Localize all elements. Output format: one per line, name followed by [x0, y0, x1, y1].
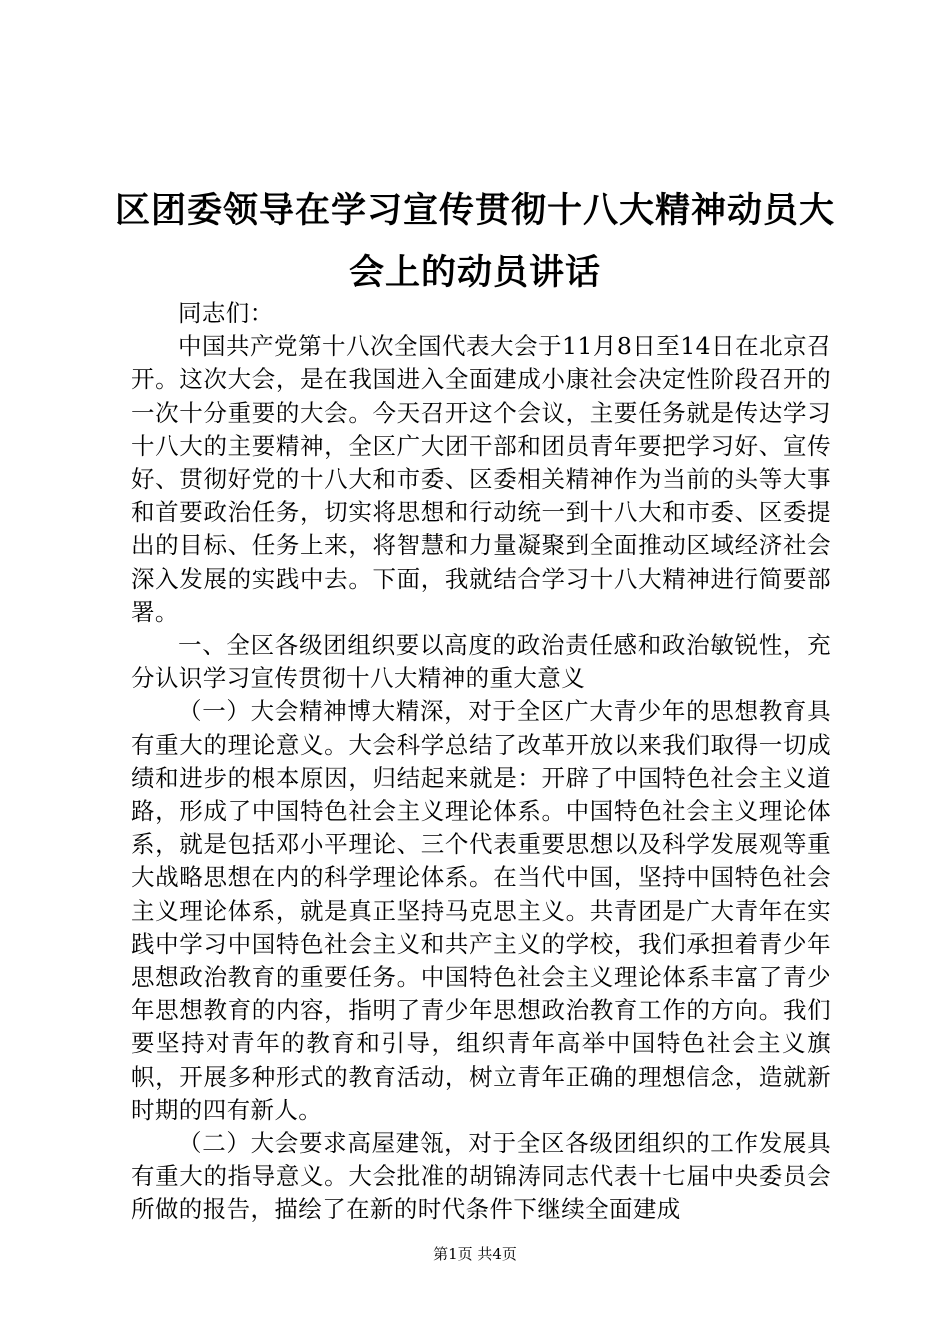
intro-paragraph: 中国共产党第十八次全国代表大会于11月8日至14日在北京召开。这次大会，是在我国进入全面建成小康社会决定性阶段召开的一次十分重要的大会。今天召开这个会议，主要任务就是传达学习十八大的主要精神，全区广大团干部和团员青年要把学习好、宣传好、贯彻好党的十八大和市委、区委相关精神作为当前的头等大事和首要政治任务，切实将思想和行动统一到十八大和市委、区委提出的目标、任务上来，将智慧和力量凝聚到全面推动区域经济社会深入发展的实践中去。下面，我就结合学习十八大精神进行简要部署。	[131, 332, 831, 626]
document-body	[131, 297, 831, 1227]
document-title: 区团委领导在学习宣传贯彻十八大精神动员大会上的动员讲话	[114, 191, 835, 293]
subsection-paragraph-2: （二）大会要求高屋建瓴，对于全区各级团组织的工作发展具有重大的指导意义。大会批准的胡锦涛同志代表十七届中央委员会所做的报告，描绘了在新的时代条件下继续全面建成	[131, 1129, 831, 1224]
salutation-paragraph: 同志们：	[178, 299, 274, 327]
subsection-paragraph-1: （一）大会精神博大精深，对于全区广大青少年的思想教育具有重大的理论意义。大会科学总结了改革开放以来我们取得一切成绩和进步的根本原因，归结起来就是：开辟了中国特色社会主义道路，形成了中国特色社会主义理论体系。中国特色社会主义理论体系，就是包括邓小平理论、三个代表重要思想以及科学发展观等重大战略思想在内的科学理论体系。在当代中国，坚持中国特色社会主义理论体系，就是真正坚持马克思主义。共青团是广大青年在实践中学习中国特色社会主义和共产主义的学校，我们承担着青少年思想政治教育的重要任务。中国特色社会主义理论体系丰富了青少年思想教育的内容，指明了青少年思想政治教育工作的方向。我们要坚持对青年的教育和引导，组织青年高举中国特色社会主义旗帜，开展多种形式的教育活动，树立青年正确的理想信念，造就新时期的四有新人。	[131, 697, 831, 1124]
section-heading-1: 一、全区各级团组织要以高度的政治责任感和政治敏锐性，充分认识学习宣传贯彻十八大精神的重大意义	[131, 631, 831, 693]
page-footer: 第1页 共4页	[433, 1245, 517, 1263]
